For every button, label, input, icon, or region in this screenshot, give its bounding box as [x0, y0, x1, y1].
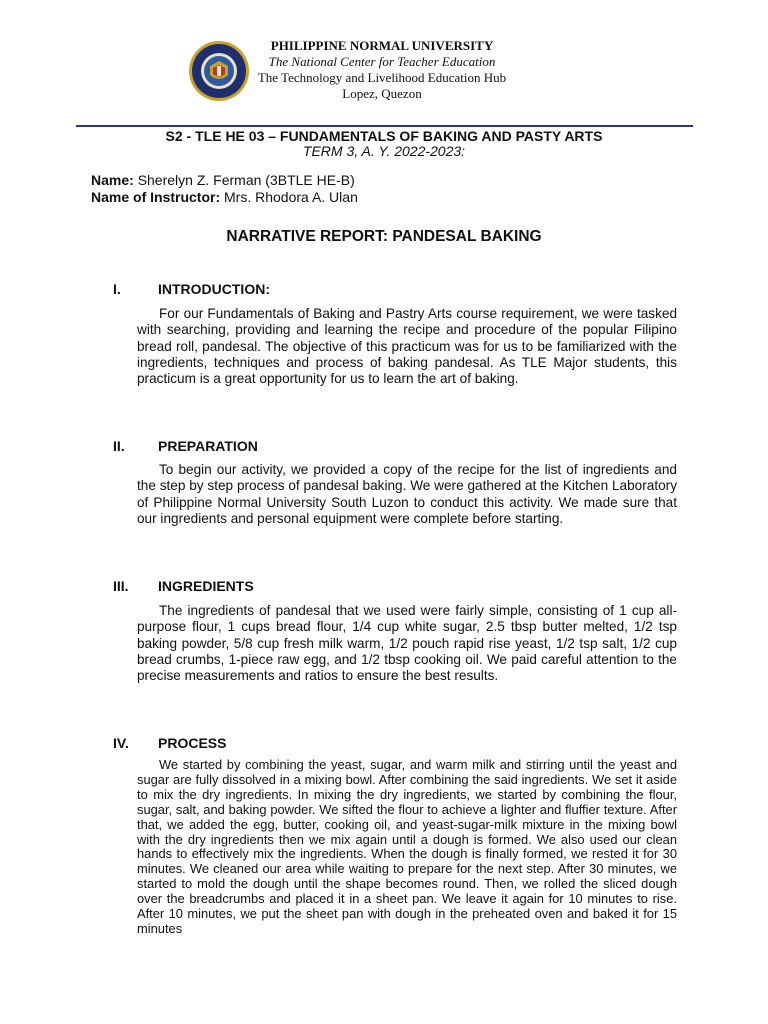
course-title: S2 - TLE HE 03 – FUNDAMENTALS OF BAKING AND PASTY ARTS	[165, 128, 603, 144]
section-number: I.	[113, 281, 121, 297]
university-hub: The Technology and Livelihood Education Hub	[257, 70, 507, 85]
student-name-line	[91, 172, 358, 189]
section-text-introduction: For our Fundamentals of Baking and Pastry Arts course requirement, we were tasked with searching, providing and learning the recipe and procedure of the popular Filipino bread roll, pandesal. The objective of this practicum was for us to be familiarized with the ingredients, techniques and process of baking pandesal. As TLE Major students, this practicum is a great opportunity for us to learn the art of baking.	[137, 306, 677, 387]
course-term: TERM 3, A. Y. 2022-2023:	[302, 143, 466, 159]
name-value: Sherelyn Z. Ferman (3BTLE HE-B)	[137, 172, 355, 188]
report-title: NARRATIVE REPORT: PANDESAL BAKING	[226, 228, 542, 245]
section-number: III.	[113, 578, 129, 594]
section-heading-process	[113, 735, 226, 751]
section-heading-ingredients	[113, 578, 254, 594]
section-heading-introduction	[113, 281, 270, 297]
section-number: IV.	[113, 735, 129, 751]
university-name: PHILIPPINE NORMAL UNIVERSITY	[270, 38, 494, 53]
section-text-ingredients: The ingredients of pandesal that we used were fairly simple, consisting of 1 cup all-purpose flour, 1 cups bread flour, 1/4 cup white sugar, 2.5 tbsp butter melted, 1/2 tsp baking powder, 5/8 cup fresh milk warm, 1/2 pouch rapid rise yeast, 1/2 tsp salt, 1/2 cup bread crumbs, 1-piece raw egg, and 1/2 tbsp cooking oil. We paid careful attention to the precise measurements and ratios to ensure the best results.	[137, 603, 677, 684]
instructor-label: Name of Instructor:	[91, 189, 221, 205]
name-label: Name:	[91, 172, 134, 188]
instructor-value: Mrs. Rhodora A. Ulan	[224, 189, 358, 205]
section-text-process: We started by combining the yeast, sugar, and warm milk and stirring until the yeast and sugar are fully dissolved in a mixing bowl. After combining the said ingredients. We set it aside to mix the dry ingredients. In mixing the dry ingredients, we started by combining the flour, sugar, salt, and baking powder. We sifted the flour to achieve a lighter and fluffier texture. After that, we added the egg, butter, cooking oil, and yeast-sugar-milk mixture in the mixing bowl with the dry ingredients then we mix again until a dough is formed. We also used our clean hands to effectively mix the ingredients. When the dough is finally formed, we rested it for 30 minutes. We cleaned our area while waiting to prepare for the next step. After 30 minutes, we started to mold the dough until the shape becomes round. Then, we rolled the sliced dough over the breadcrumbs and placed it in a sheet pan. We leave it again for 10 minutes to rise. After 10 minutes, we put the sheet pan with dough in the preheated oven and baked it for 15 minutes	[137, 757, 677, 936]
university-header	[236, 38, 528, 102]
university-location: Lopez, Quezon	[342, 86, 422, 101]
header-divider	[76, 125, 693, 127]
section-title: PROCESS	[158, 735, 227, 751]
section-title: INGREDIENTS	[158, 578, 254, 594]
section-text-preparation: To begin our activity, we provided a copy of the recipe for the list of ingredients and the step by step process of pandesal baking. We were gathered at the Kitchen Laboratory of Philippine Normal University South Luzon to conduct this activity. We made sure that our ingredients and personal equipment were complete before starting.	[137, 462, 677, 526]
section-title: INTRODUCTION:	[158, 281, 270, 297]
section-title: PREPARATION	[158, 438, 258, 454]
university-tagline: The National Center for Teacher Education	[268, 54, 496, 69]
section-heading-preparation	[113, 438, 258, 454]
section-number: II.	[113, 438, 125, 454]
student-info	[91, 172, 358, 206]
instructor-line	[91, 189, 358, 206]
